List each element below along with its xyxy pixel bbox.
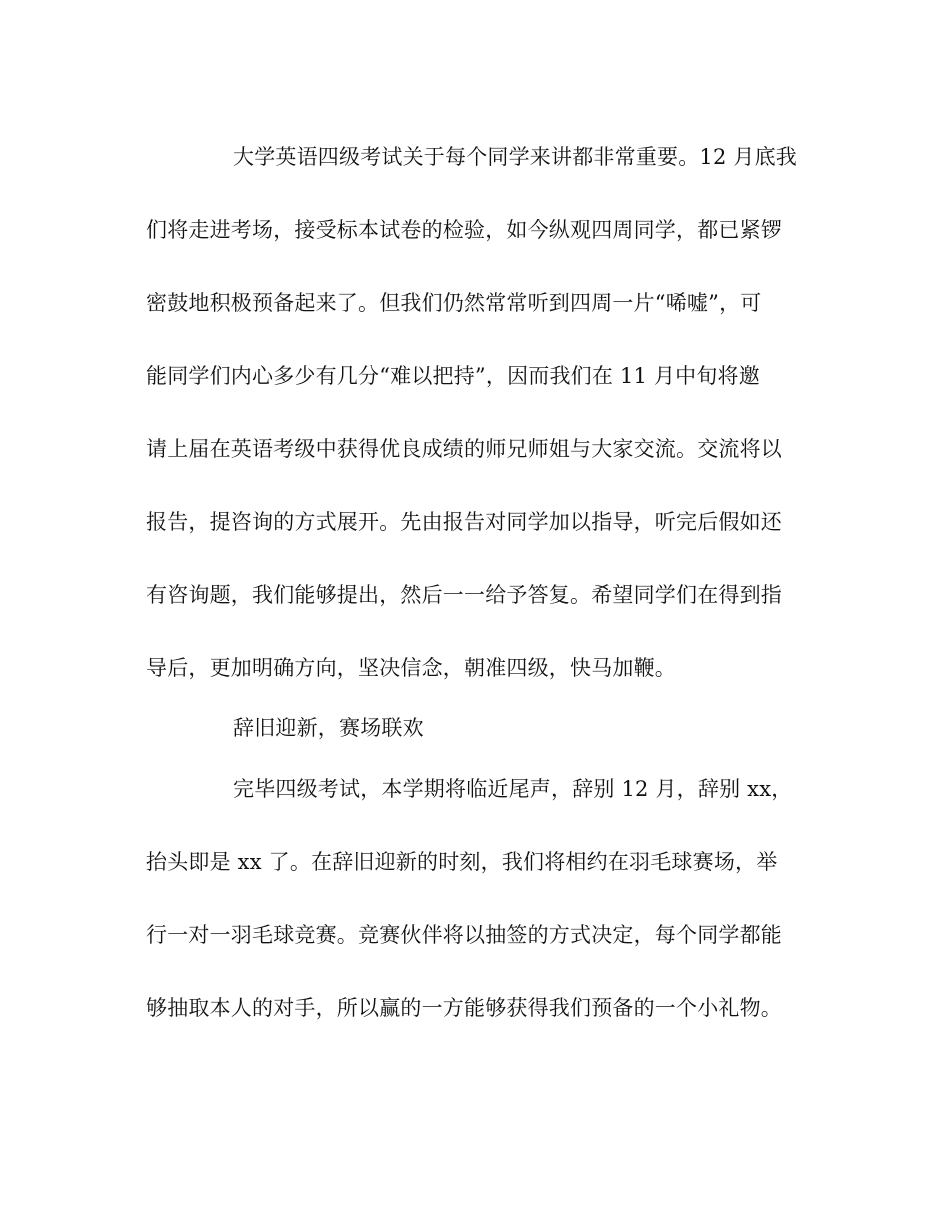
paragraph-1-line-2: 们将走进考场，接受标本试卷的检验，如今纵观四周同学，都已紧锣 [146,218,782,242]
paragraph-2-line-1: 完毕四级考试，本学期将临近尾声，辞别 12 月，辞别 xx， [233,777,793,801]
paragraph-1-line-1: 大学英语四级考试关于每个同学来讲都非常重要。12 月底我 [233,145,797,169]
paragraph-1-line-8: 导后，更加明确方向，坚决信念，朝准四级，快马加鞭。 [146,656,676,680]
paragraph-2-line-3: 行一对一羽毛球竞赛。竞赛伙伴将以抽签的方式决定，每个同学都能 [146,923,782,947]
paragraph-1-line-5: 请上届在英语考级中获得优良成绩的师兄师姐与大家交流。交流将以 [146,437,782,461]
paragraph-1-line-6: 报告，提咨询的方式展开。先由报告对同学加以指导，听完后假如还 [146,510,782,534]
paragraph-2-line-4: 够抽取本人的对手，所以赢的一方能够获得我们预备的一个小礼物。 [146,996,782,1020]
paragraph-2-line-2: 抬头即是 xx 了。在辞旧迎新的时刻，我们将相约在羽毛球赛场，举 [146,850,778,874]
paragraph-1-line-4: 能同学们内心多少有几分“难以把持”，因而我们在 11 月中旬将邀 [146,364,760,388]
paragraph-1-line-7: 有咨询题，我们能够提出，然后一一给予答复。希望同学们在得到指 [146,583,782,607]
paragraph-1-line-3: 密鼓地积极预备起来了。但我们仍然常常听到四周一片“唏嘘”，可 [146,291,762,315]
section-heading: 辞旧迎新，赛场联欢 [233,716,424,740]
